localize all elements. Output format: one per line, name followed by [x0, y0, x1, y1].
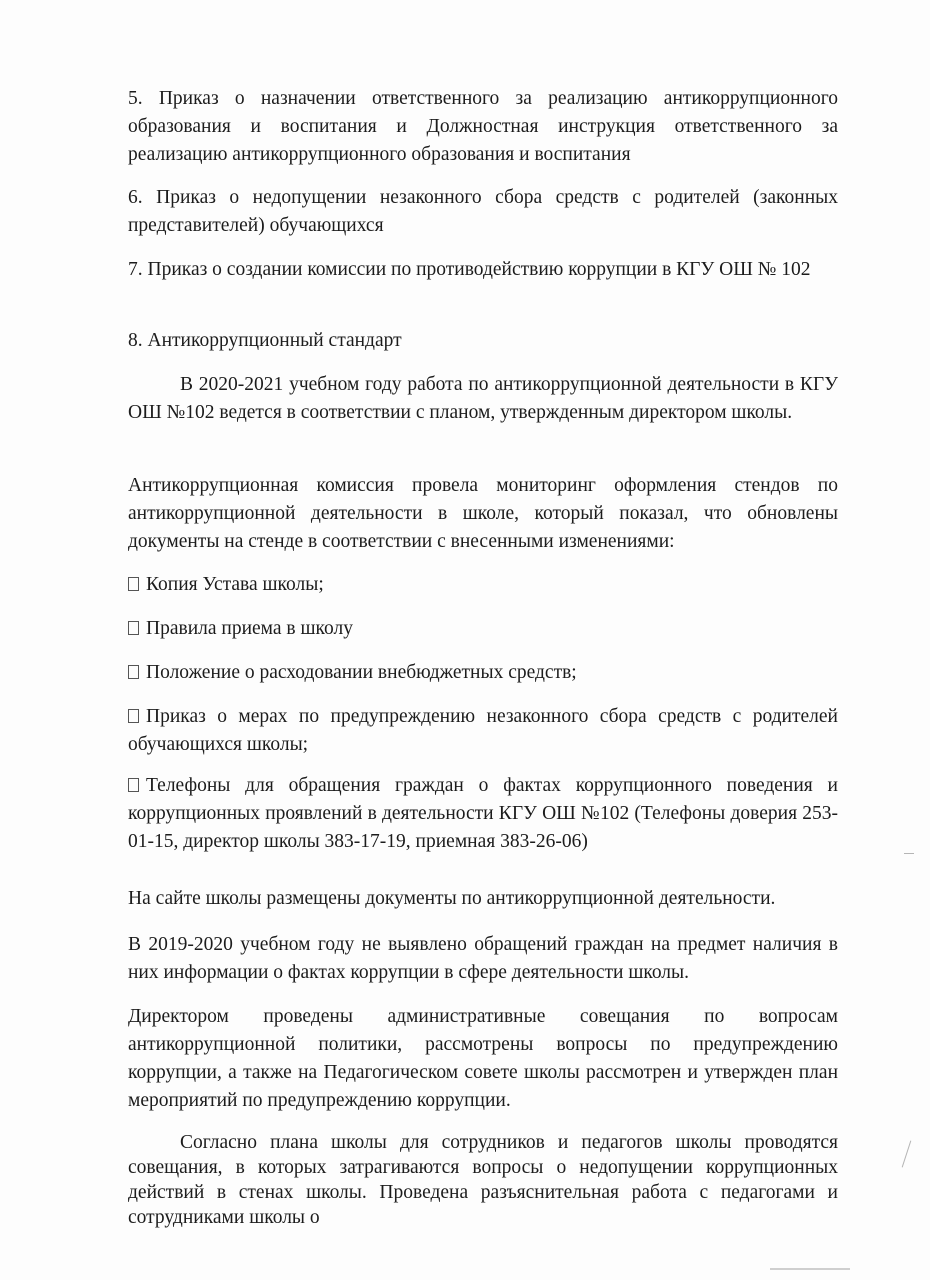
paragraph-staff-meetings: Согласно плана школы для сотрудников и педагогов школы проводятся совещания, в которых затрагиваются вопросы о недопущении коррупционных действий в стенах школы. Проведена разъяснительная работа с педагогами и сотрудниками школы о [128, 1132, 838, 1228]
paragraph-order-5: 5. Приказ о назначении ответственного за реализацию антикоррупционного образования и воспитания и Должностная инструкция ответственного за реализацию антикоррупционного образования и воспитания [128, 88, 838, 165]
scan-artifact-mark [904, 853, 914, 854]
scan-artifact-mark [902, 1141, 912, 1168]
paragraph-order-8: 8. Антикоррупционный стандарт [128, 330, 402, 351]
paragraph-director-meetings: Директором проведены административные совещания по вопросам антикоррупционной политики, рассмотрены вопросы по предупреждению коррупции, а также на Педагогическом совете школы рассмотрен и утвержден план мероприятий по предупреждению коррупции. [128, 1006, 838, 1111]
bullet-extrabudget-regulation: Положение о расходовании внебюджетных средств; [128, 659, 838, 687]
scan-artifact-mark [770, 1268, 850, 1270]
paragraph-plan-2020-2021: В 2020-2021 учебном году работа по антикоррупционной деятельности в КГУ ОШ №102 ведется в соответствии с планом, утвержденным директором школы. [128, 374, 838, 423]
paragraph-monitoring: Антикоррупционная комиссия провела мониторинг оформления стендов по антикоррупционной деятельности в школе, который показал, что обновлены документы на стенде в соответствии с внесенными изменениями: [128, 475, 838, 552]
paragraph-order-6: 6. Приказ о недопущении незаконного сбора средств с родителей (законных представителей) обучающихся [128, 187, 838, 236]
paragraph-no-appeals: В 2019-2020 учебном году не выявлено обращений граждан на предмет наличия в них информации о фактах коррупции в сфере деятельности школы. [128, 934, 838, 983]
paragraph-order-7: 7. Приказ о создании комиссии по противодействию коррупции в КГУ ОШ № 102 [128, 259, 811, 280]
bullet-admission-rules: Правила приема в школу [128, 615, 838, 643]
paragraph-website-documents: На сайте школы размещены документы по антикоррупционной деятельности. [128, 888, 776, 909]
bullet-charter-copy: Копия Устава школы; [128, 571, 838, 599]
bullet-illegal-fees-order: Приказ о мерах по предупреждению незаконного сбора средств с родителей обучающихся школы; [128, 703, 838, 759]
bullet-hotline-phones: Телефоны для обращения граждан о фактах коррупционного поведения и коррупционных проявлений в деятельности КГУ ОШ №102 (Телефоны доверия 253-01-15, директор школы 383-17-19, приемная 383-26-06) [128, 772, 838, 856]
